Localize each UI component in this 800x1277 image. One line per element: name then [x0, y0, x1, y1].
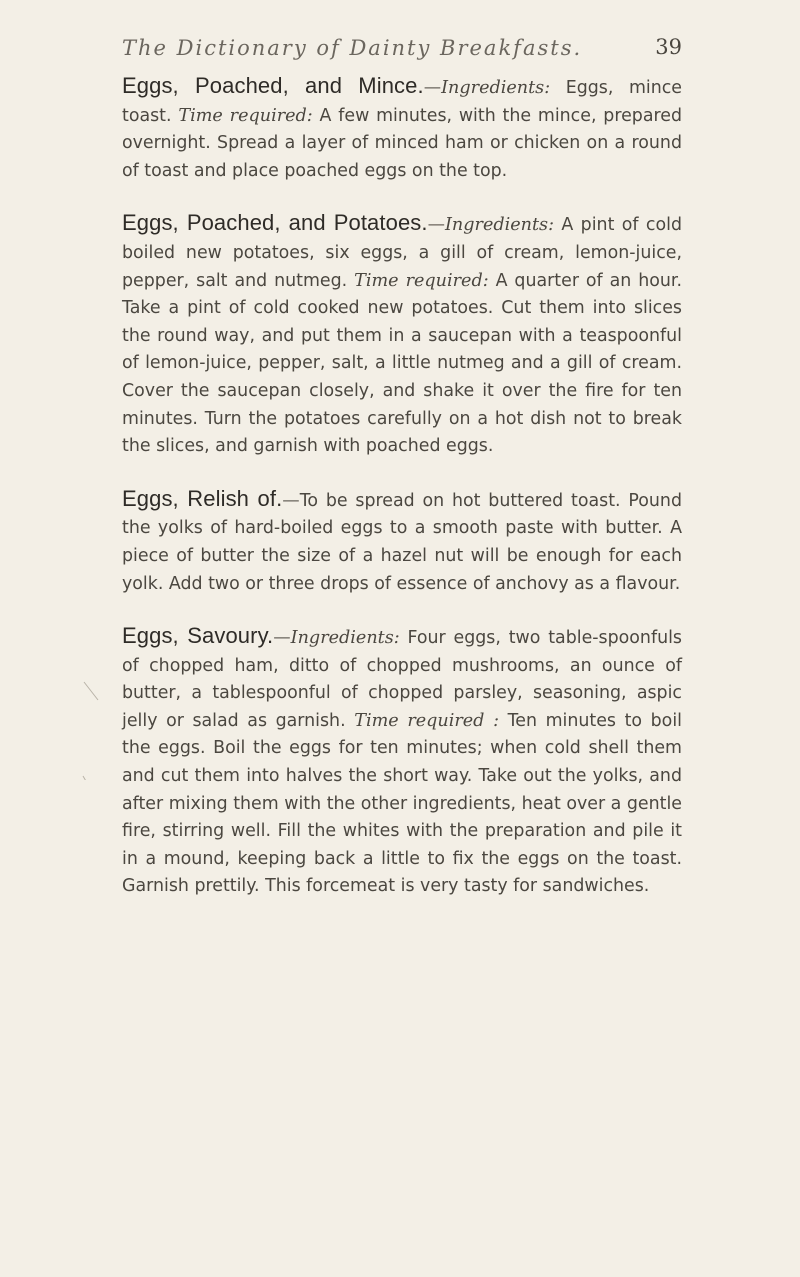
entry-headword: Eggs, Relish of. [122, 485, 283, 511]
ingredients-text: Eggs, mince toast. [122, 78, 683, 126]
entry-body: A few minutes, with the mince, prepared overnight. Spread a layer of minced ham or chicken on a round of toast and place poached eggs on the top. [122, 105, 682, 181]
page-number: 39 [655, 35, 682, 59]
entry-headword: Eggs, Poached, and Mince. [122, 73, 424, 98]
entry-dash: — [427, 215, 445, 236]
ingredients-text: A pint of cold boiled new potatoes, six eggs, a gill of cream, lemon-juice, pepper, salt and nutmeg. [122, 215, 682, 291]
entry-body: A quarter of an hour. Take a pint of cold cooked new potatoes. Cut them into slices the round way, and put them in a saucepan with a teaspoonful of lemon-juice, pepper, salt, a little nutmeg and a gill of cream. Cover the saucepan closely, and shake it over the fire for ten minutes. Turn the potatoes carefully on a hot dish not to break the slices, and garnish with poached eggs. [122, 270, 683, 457]
running-head [122, 26, 682, 72]
pencil-mark [80, 680, 110, 780]
ingredients-label: Ingredients: [290, 628, 400, 649]
entry-body: To be spread on hot buttered toast. Pound the yolks of hard-boiled eggs to a smooth paste with butter. A piece of butter the size of a hazel nut will be enough for each yolk. Add two or three drops of essence of anchovy as a flavour. [122, 490, 682, 594]
entry-headword: Eggs, Poached, and Potatoes. [122, 210, 428, 236]
entry-eggs-poached-mince [122, 72, 682, 185]
time-required-label: Time required: [178, 105, 313, 126]
entry-headword: Eggs, Savoury. [122, 623, 274, 649]
entry-eggs-relish [122, 485, 682, 598]
entry-body: Ten minutes to boil the eggs. Boil the eggs for ten minutes; when cold shell them and cut them into halves the short way. Take out the yolks, and after mixing them with the other ingredients, heat over a gentle fire, stirring well. Fill the whites with the preparation and pile it in a mound, keeping back a little to fix the eggs on the toast. Garnish prettily. This forcemeat is very tasty for sandwiches. [122, 710, 682, 897]
entry-dash: — [273, 628, 291, 649]
time-required-label: Time required: [354, 270, 489, 291]
entry-eggs-savoury [122, 622, 682, 901]
running-title: The Dictionary of Dainty Breakfasts. [122, 36, 583, 60]
entry-eggs-poached-potatoes [122, 209, 682, 460]
ingredients-label: Ingredients: [441, 78, 551, 98]
entry-dash: — [282, 490, 300, 511]
ingredients-label: Ingredients: [444, 215, 555, 236]
ingredients-text: Four eggs, two table-spoonfuls of chopped ham, ditto of chopped mushrooms, an ounce of butter, a tablespoonful of chopped parsley, seasoning, aspic jelly or salad as garnish. [122, 628, 682, 731]
time-required-label: Time required : [354, 710, 500, 731]
entry-dash: — [423, 78, 442, 98]
